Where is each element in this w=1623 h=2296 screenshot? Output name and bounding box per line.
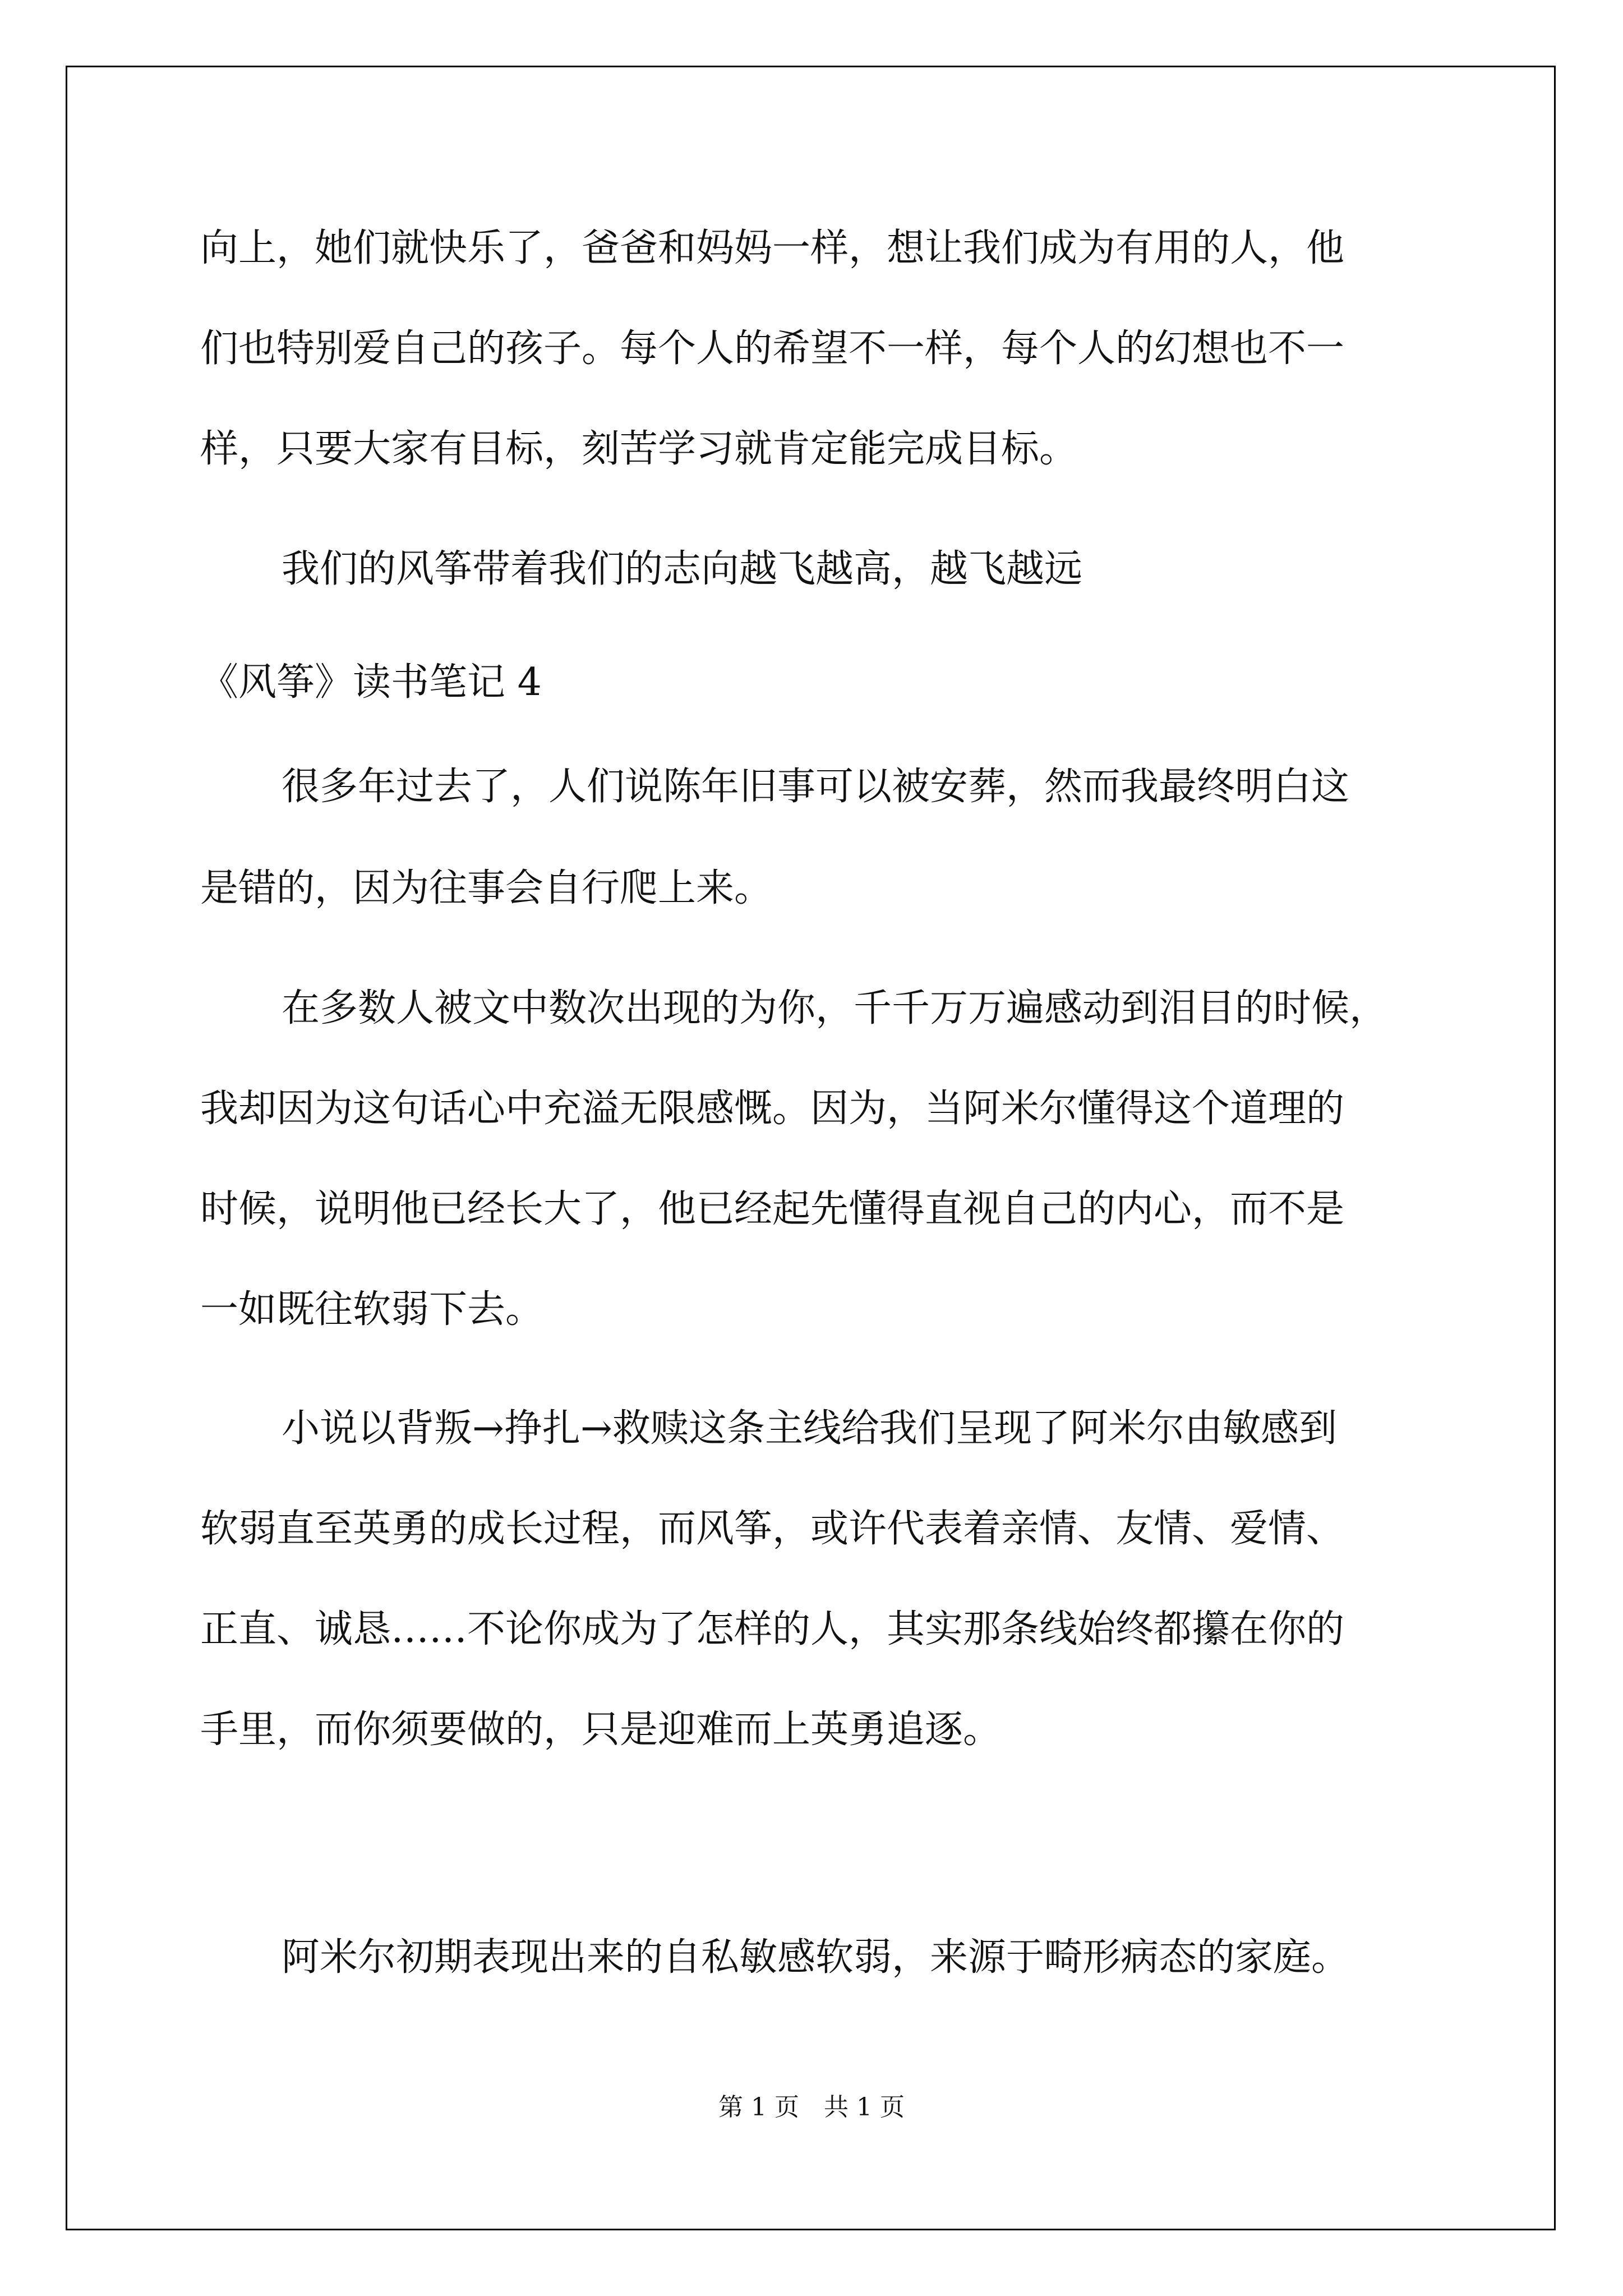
paragraph-line: 软弱直至英勇的成长过程，而风筝，或许代表着亲情、友情、爱情、 <box>200 1507 1345 1551</box>
paragraph-line: 是错的，因为往事会自行爬上来。 <box>200 866 773 910</box>
paragraph-line: 阿米尔初期表现出来的自私敏感软弱，来源于畸形病态的家庭。 <box>282 1935 1350 1980</box>
paragraph-line: 时候，说明他已经长大了，他已经起先懂得直视自己的内心，而不是 <box>200 1187 1345 1231</box>
paragraph-line: 小说以背叛→挣扎→救赎这条主线给我们呈现了阿米尔由敏感到 <box>282 1406 1337 1451</box>
paragraph-line: 正直、诚恳……不论你成为了怎样的人，其实那条线始终都攥在你的 <box>200 1607 1345 1651</box>
page-border <box>66 66 1556 2230</box>
paragraph-line: 样，只要大家有目标，刻苦学习就肯定能完成目标。 <box>200 427 1078 471</box>
paragraph-line: 向上，她们就快乐了，爸爸和妈妈一样，想让我们成为有用的人，他 <box>200 226 1345 270</box>
page-footer: 第 1 页 共 1 页 <box>718 2093 905 2122</box>
paragraph-line: 们也特别爱自己的孩子。每个人的希望不一样，每个人的幻想也不一 <box>200 326 1345 371</box>
paragraph-line: 一如既往软弱下去。 <box>200 1287 544 1332</box>
paragraph-line: 手里，而你须要做的，只是迎难而上英勇追逐。 <box>200 1708 1002 1752</box>
paragraph-line: 很多年过去了，人们说陈年旧事可以被安葬，然而我最终明白这 <box>282 765 1350 809</box>
paragraph-line: 在多数人被文中数次出现的为你，千千万万遍感动到泪目的时候， <box>282 986 1388 1030</box>
paragraph-line: 我们的风筝带着我们的志向越飞越高，越飞越远 <box>282 547 1083 591</box>
section-heading: 《风筝》读书笔记 4 <box>200 660 542 705</box>
paragraph-line: 我却因为这句话心中充溢无限感慨。因为，当阿米尔懂得这个道理的 <box>200 1087 1345 1131</box>
